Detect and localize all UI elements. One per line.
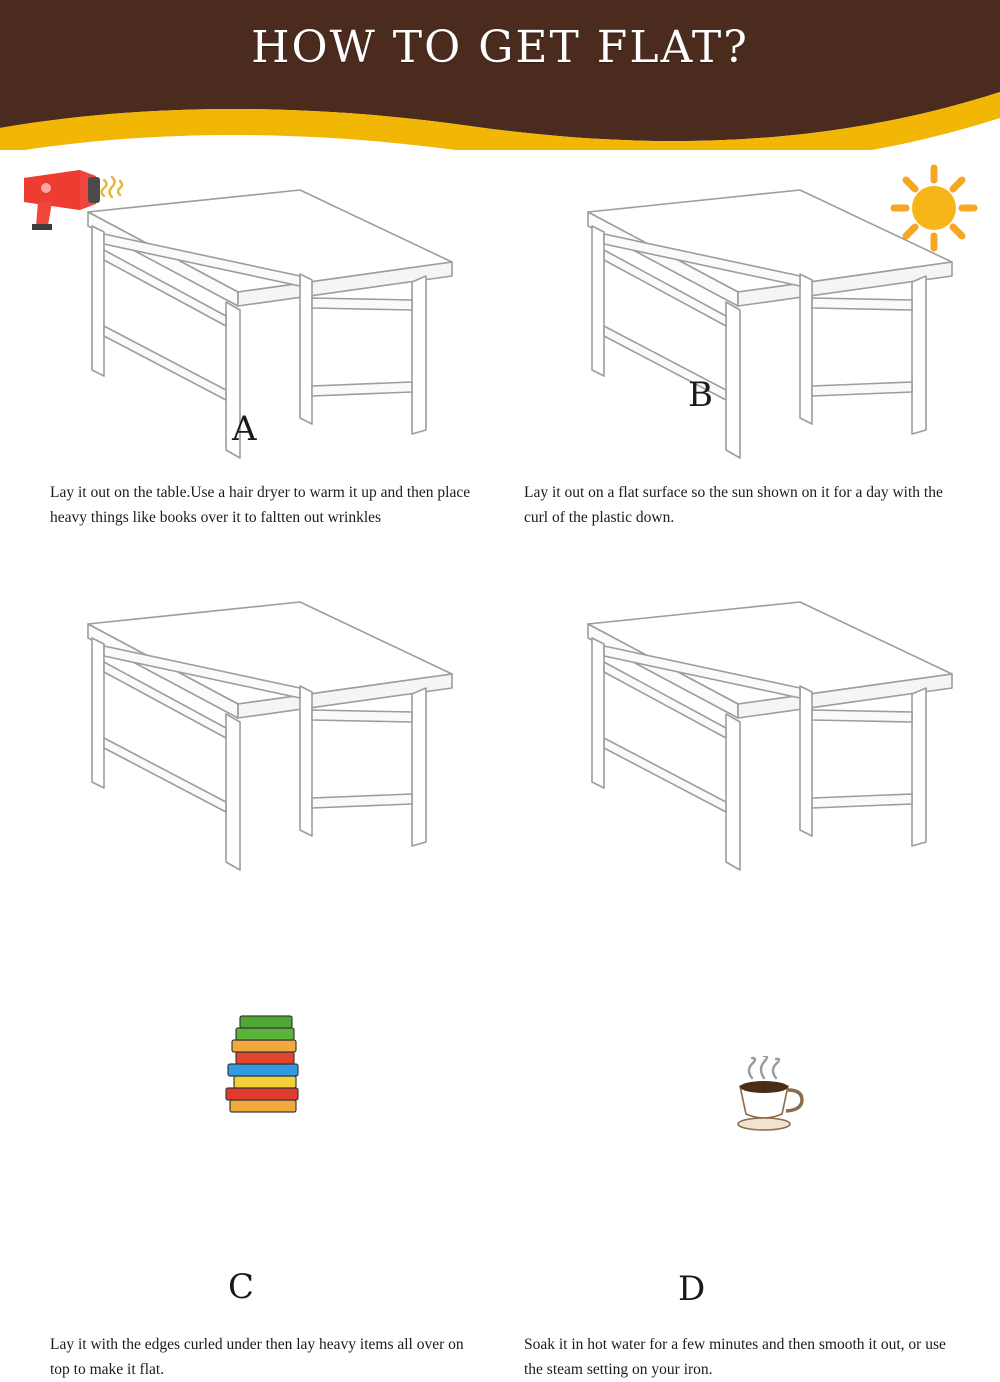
header-banner <box>0 0 1000 150</box>
panel-letter-a: A <box>232 409 257 449</box>
table-illustration-d <box>500 562 1000 882</box>
panel-d <box>500 562 1000 1379</box>
sun-icon <box>882 158 986 263</box>
panel-caption-d: Soak it in hot water for a few minutes and then smooth it out, or use the steam setting on your iron. <box>524 1336 946 1379</box>
table-drawing <box>0 562 500 882</box>
panel-letter-c: C <box>228 1267 255 1307</box>
panel-a <box>0 150 500 562</box>
panel-c <box>0 562 500 1379</box>
panels-grid <box>0 150 1000 1379</box>
panel-caption-a: Lay it out on the table.Use a hair dryer to warm it up and then place heavy things like books over it to faltten out wrinkles <box>50 484 471 527</box>
panel-b <box>500 150 1000 562</box>
table-illustration-c <box>0 562 500 882</box>
panel-letter-d: D <box>678 1269 706 1309</box>
panel-caption-b: Lay it out on a flat surface so the sun shown on it for a day with the curl of the plastic down. <box>524 484 943 527</box>
panel-caption-c: Lay it with the edges curled under then lay heavy items all over on top to make it flat. <box>50 1336 464 1379</box>
stack-of-books-icon <box>218 1010 314 1125</box>
panel-letter-b: B <box>688 375 713 415</box>
table-drawing <box>500 562 1000 882</box>
coffee-cup-icon <box>718 1056 810 1141</box>
hair-dryer-icon <box>18 160 128 235</box>
page-title: HOW TO GET FLAT? <box>251 22 749 73</box>
